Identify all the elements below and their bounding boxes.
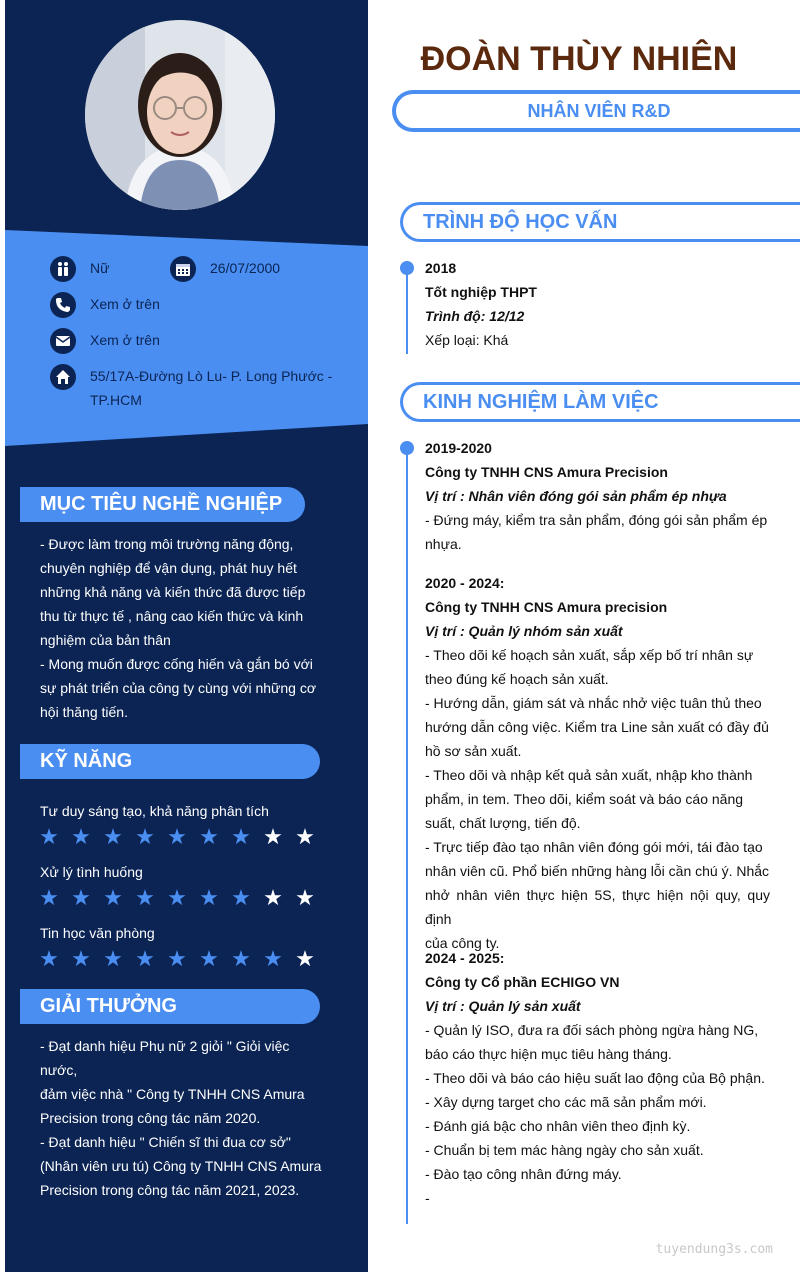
education-degree: Tốt nghiệp THPT <box>425 284 537 300</box>
address-value <box>90 364 332 412</box>
awards-heading: GIẢI THƯỞNG <box>20 989 320 1024</box>
address-row <box>50 364 332 412</box>
star-filled-icon: ★ <box>135 824 155 849</box>
star-filled-icon: ★ <box>71 824 91 849</box>
award-line: Precision trong công tác năm 2021, 2023. <box>40 1182 300 1198</box>
star-filled-icon: ★ <box>39 824 59 849</box>
experience-timeline <box>406 448 408 1224</box>
education-block <box>425 256 770 352</box>
award-line: - Đạt danh hiệu " Chiến sĩ thi đua cơ sở" <box>40 1134 291 1150</box>
address-line-2: TP.HCM <box>90 392 142 408</box>
job-duty: - Trực tiếp đào tạo nhân viên đóng gói mới, tái đào tạo <box>425 839 763 855</box>
job-duty: - Hướng dẫn, giám sát và nhắc nhở việc tuân thủ theo <box>425 695 762 711</box>
job-company: Công ty TNHH CNS Amura Precision <box>425 464 668 480</box>
skills-heading: KỸ NĂNG <box>20 744 320 779</box>
job-duty: suất, chất lượng, tiến độ. <box>425 815 581 831</box>
star-filled-icon: ★ <box>231 946 251 971</box>
phone-row <box>50 292 160 318</box>
objective-line: chuyên nghiệp để vận dụng, phát huy hết <box>40 560 297 576</box>
star-empty-icon: ★ <box>263 824 283 849</box>
job-period: 2019-2020 <box>425 440 492 456</box>
education-year: 2018 <box>425 260 457 276</box>
objective-line: nghiệm của bản thân <box>40 632 171 648</box>
job-duty: - Quản lý ISO, đưa ra đối sách phòng ngừa hàng NG, <box>425 1022 759 1038</box>
awards-text <box>40 1034 330 1202</box>
avatar <box>85 20 275 210</box>
objective-line: thu từ thực tế , nâng cao kiến thức và kinh <box>40 608 304 624</box>
star-filled-icon: ★ <box>135 946 155 971</box>
candidate-name: ĐOÀN THÙY NHIÊN <box>420 40 738 78</box>
experience-heading: KINH NGHIỆM LÀM VIỆC <box>400 382 800 422</box>
objective-line: sự phát triển của công ty cùng với những cơ <box>40 680 317 696</box>
award-line: (Nhân viên ưu tú) Công ty TNHH CNS Amura <box>40 1158 322 1174</box>
star-filled-icon: ★ <box>39 885 59 910</box>
job-block <box>425 436 770 556</box>
job-duty: nhựa. <box>425 536 462 552</box>
award-line: Precision trong công tác năm 2020. <box>40 1110 261 1126</box>
star-filled-icon: ★ <box>167 824 187 849</box>
star-filled-icon: ★ <box>103 885 123 910</box>
star-filled-icon: ★ <box>71 946 91 971</box>
job-duty: phẩm, in tem. Theo dõi, kiểm soát và báo cáo năng <box>425 791 744 807</box>
job-duty: - Xây dựng target cho các mã sản phẩm mới. <box>425 1094 707 1110</box>
email-row <box>50 328 160 354</box>
job-duty: - Đứng máy, kiểm tra sản phẩm, đóng gói sản phẩm ép <box>425 512 768 528</box>
star-empty-icon: ★ <box>295 885 315 910</box>
award-line: - Đạt danh hiệu Phụ nữ 2 giỏi " Giỏi việc nước, <box>40 1038 290 1078</box>
job-duty: - Theo dõi và báo cáo hiệu suất lao động của Bộ phận. <box>425 1070 765 1086</box>
star-filled-icon: ★ <box>199 824 219 849</box>
star-filled-icon: ★ <box>103 946 123 971</box>
position-title: NHÂN VIÊN R&D <box>392 90 800 132</box>
birthday-row <box>170 256 280 282</box>
star-filled-icon: ★ <box>231 824 251 849</box>
skill-name: Tin học văn phòng <box>40 925 155 941</box>
watermark: tuyendung3s.com <box>655 1242 773 1257</box>
star-filled-icon: ★ <box>199 946 219 971</box>
star-filled-icon: ★ <box>71 885 91 910</box>
job-duty: - Chuẩn bị tem mác hàng ngày cho sản xuất. <box>425 1142 704 1158</box>
award-line: đảm việc nhà " Công ty TNHH CNS Amura <box>40 1086 305 1102</box>
job-role: Vị trí : Quản lý sản xuất <box>425 998 581 1014</box>
phone-value: Xem ở trên <box>90 296 160 312</box>
job-duty: hướng dẫn công việc. Kiểm tra Line sản xuất có đầy đủ <box>425 719 769 735</box>
job-period: 2020 - 2024: <box>425 575 505 591</box>
left-column <box>5 0 368 1272</box>
star-empty-icon: ★ <box>295 824 315 849</box>
star-filled-icon: ★ <box>167 946 187 971</box>
job-duty: báo cáo thực hiện mục tiêu hàng tháng. <box>425 1046 672 1062</box>
gender-value: Nữ <box>90 260 110 276</box>
objective-text <box>40 532 330 724</box>
job-duty: theo đúng kế hoạch sản xuất. <box>425 671 609 687</box>
objective-line: - Mong muốn được cống hiến và gắn bó với <box>40 656 313 672</box>
home-icon <box>50 364 76 390</box>
star-empty-icon: ★ <box>295 946 315 971</box>
job-duty: - Theo dõi kế hoạch sản xuất, sắp xếp bố trí nhân sự <box>425 647 754 663</box>
job-duty: - <box>425 1190 430 1206</box>
star-filled-icon: ★ <box>135 885 155 910</box>
calendar-icon <box>170 256 196 282</box>
birthday-value: 26/07/2000 <box>210 260 281 276</box>
envelope-icon <box>50 328 76 354</box>
timeline-dot <box>400 441 414 455</box>
skill-name: Xử lý tình huống <box>40 864 143 880</box>
job-duty: nhân viên cũ. Phổ biến những hàng lỗi cần chú ý. Nhắc <box>425 863 770 879</box>
objective-line: những khả năng và kiến thức đã được tiếp <box>40 584 306 600</box>
job-period: 2024 - 2025: <box>425 950 505 966</box>
skill-name: Tư duy sáng tạo, khả năng phân tích <box>40 803 269 819</box>
job-duty: hồ sơ sản xuất. <box>425 743 522 759</box>
skill-rating <box>38 948 316 970</box>
address-line-1: 55/17A-Đường Lò Lu- P. Long Phước - <box>90 368 333 384</box>
objective-line: - Được làm trong môi trường năng động, <box>40 536 294 552</box>
star-filled-icon: ★ <box>39 946 59 971</box>
star-filled-icon: ★ <box>199 885 219 910</box>
phone-icon <box>50 292 76 318</box>
job-duty: - Đánh giá bậc cho nhân viên theo định kỳ. <box>425 1118 691 1134</box>
star-filled-icon: ★ <box>231 885 251 910</box>
objective-heading: MỤC TIÊU NGHỀ NGHIỆP <box>20 487 305 522</box>
job-block <box>425 571 770 955</box>
education-level: Trình độ: 12/12 <box>425 308 525 324</box>
job-company: Công ty Cổ phần ECHIGO VN <box>425 974 620 990</box>
objective-line: hội thăng tiến. <box>40 704 128 720</box>
email-value: Xem ở trên <box>90 332 160 348</box>
job-role: Vị trí : Quản lý nhóm sản xuất <box>425 623 623 639</box>
star-filled-icon: ★ <box>263 946 283 971</box>
job-duty: nhở nhân viên thực hiện 5S, thực hiện nội quy, quy định <box>425 887 770 927</box>
star-filled-icon: ★ <box>103 824 123 849</box>
job-company: Công ty TNHH CNS Amura precision <box>425 599 668 615</box>
star-filled-icon: ★ <box>167 885 187 910</box>
skill-rating <box>38 887 316 909</box>
gender-icon <box>50 256 76 282</box>
education-grade: Xếp loại: Khá <box>425 332 509 348</box>
timeline-dot <box>400 261 414 275</box>
skill-rating <box>38 826 316 848</box>
education-timeline <box>406 268 408 354</box>
star-empty-icon: ★ <box>263 885 283 910</box>
gender-row <box>50 256 109 282</box>
job-block <box>425 946 770 1210</box>
job-role: Vị trí : Nhân viên đóng gói sản phẩm ép nhựa <box>425 488 727 504</box>
job-duty: - Đào tạo công nhân đứng máy. <box>425 1166 622 1182</box>
job-duty: của công ty. <box>425 935 500 951</box>
education-heading: TRÌNH ĐỘ HỌC VẤN <box>400 202 800 242</box>
job-duty: - Theo dõi và nhập kết quả sản xuất, nhập kho thành <box>425 767 753 783</box>
